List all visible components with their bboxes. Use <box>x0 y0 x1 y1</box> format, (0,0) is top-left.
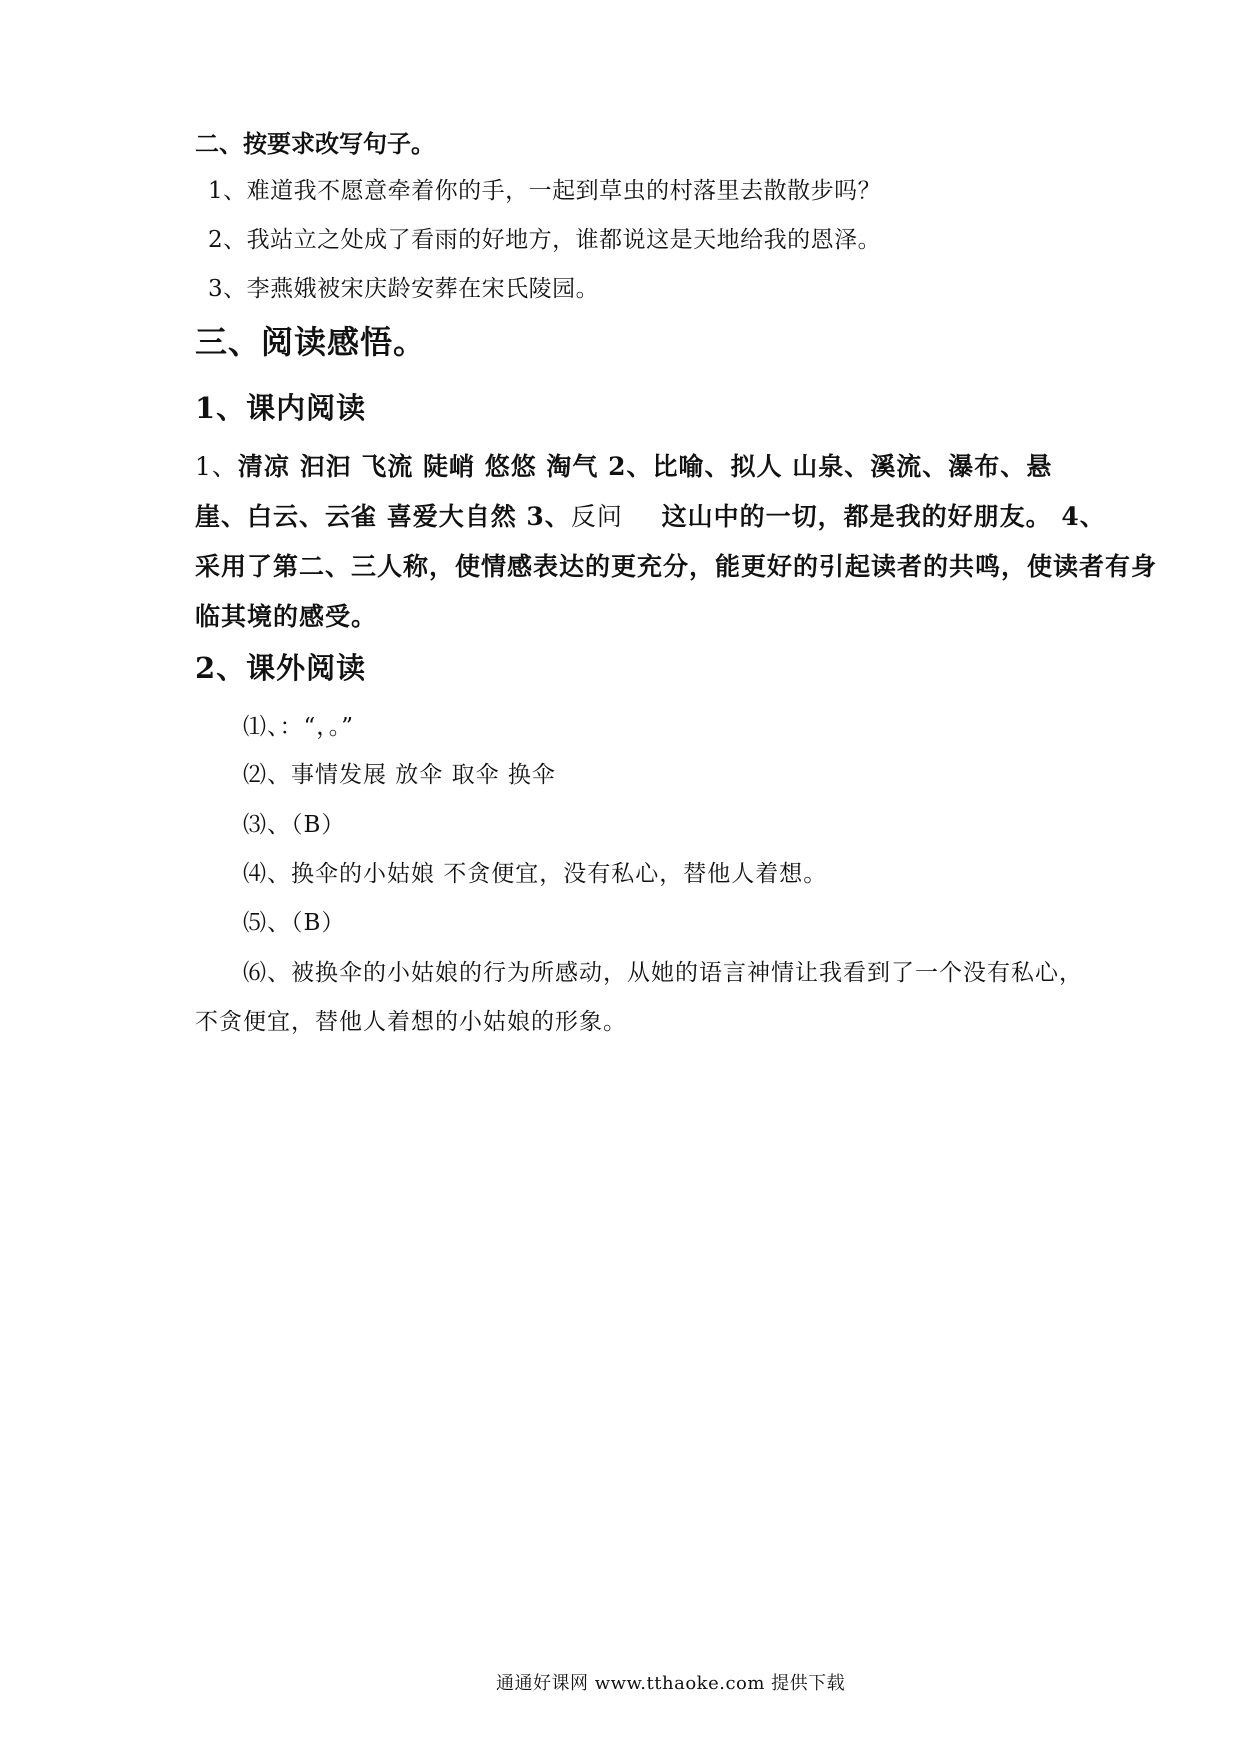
part-2-item-1: ⑴、：“，。” <box>243 714 355 740</box>
part-2-item-3: ⑶、（B） <box>243 812 346 838</box>
section-2-item-2: 2、我站立之处成了看雨的好地方，谁都说这是天地给我的恩泽。 <box>208 227 882 253</box>
part-2-item-5: ⑸、（B） <box>243 910 346 936</box>
part-2-heading: 2、课外阅读 <box>195 651 367 685</box>
section-2-item-3: 3、李燕娥被宋庆龄安葬在宋氏陵园。 <box>208 276 600 302</box>
section-2-item-1: 1、难道我不愿意牵着你的手，一起到草虫的村落里去散散步吗？ <box>208 178 882 204</box>
page-footer: 通通好课网 www.tthaoke.com 提供下载 <box>496 1673 846 1694</box>
part-2-item-6-continuation: 不贪便宜，替他人着想的小姑娘的形象。 <box>195 1009 627 1035</box>
part-1-answer-line-4: 临其境的感受。 <box>195 602 378 631</box>
section-3-heading: 三、阅读感悟。 <box>195 323 427 361</box>
part-2-item-4: ⑷、换伞的小姑娘 不贪便宜，没有私心，替他人着想。 <box>243 861 828 887</box>
part-2-item-6: ⑹、被换伞的小姑娘的行为所感动，从她的语言神情让我看到了一个没有私心， <box>243 960 1083 986</box>
part-1-answer-line-2: 崖、白云、云雀 喜爱大自然 3、反问 这山中的一切，都是我的好朋友。 4、 <box>195 502 1106 531</box>
part-1-answer-line-3: 采用了第二、三人称，使情感表达的更充分，能更好的引起读者的共鸣，使读者有身 <box>195 552 1158 581</box>
section-2-heading: 二、按要求改写句子。 <box>195 129 435 158</box>
part-2-item-2: ⑵、事情发展 放伞 取伞 换伞 <box>243 762 556 788</box>
part-1-answer-line-1: 1、清凉 汩汩 飞流 陡峭 悠悠 淘气 2、比喻、拟人 山泉、溪流、瀑布、悬 <box>195 452 1053 481</box>
part-1-heading: 1、课内阅读 <box>195 391 367 425</box>
